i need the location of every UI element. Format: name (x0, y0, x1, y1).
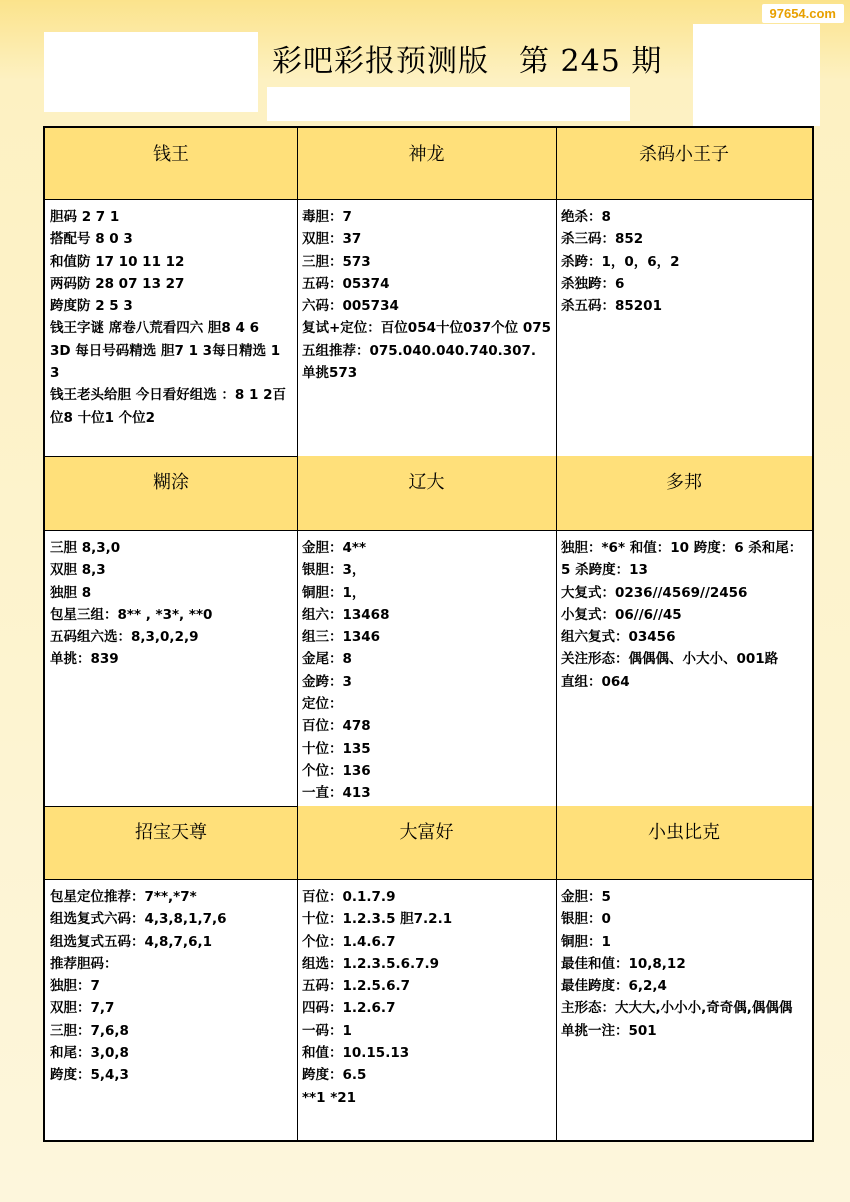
section-line: 胆码 2 7 1 (50, 209, 120, 225)
section-line: 搭配号 8 0 3 (50, 231, 133, 248)
section-line: 个位：1.4.6.7 (302, 933, 396, 950)
section-line: 个位：136 (302, 762, 371, 779)
section-line: 金尾：8 (302, 651, 352, 668)
section-line: **1 *21 (302, 1089, 357, 1106)
section-line: 单挑一注：501 (561, 1022, 657, 1039)
section-line: 单挑573 (302, 365, 358, 382)
section-header-zhaobao-tianzun: 招宝天尊 (45, 806, 297, 880)
section-line: 组三：1346 (302, 629, 381, 646)
section-line: 推荐胆码： (50, 955, 118, 972)
section-body-shama-xiaowangzi (556, 200, 812, 456)
section-line: 百位：478 (302, 718, 371, 735)
blank-box-right (693, 24, 820, 126)
section-line: 主形态：大大大,小小小,奇奇偶,偶偶偶 (561, 1000, 793, 1017)
section-line: 跨度：6.5 (302, 1067, 367, 1084)
section-body-xiaochong-bike (556, 880, 812, 1140)
section-line: 一直：413 (302, 785, 371, 802)
page-title (272, 36, 672, 80)
section-header-shenlong: 神龙 (297, 128, 556, 200)
section-header-hutu: 糊涂 (45, 456, 297, 531)
section-line: 杀跨：1，0，6，2 (561, 253, 680, 270)
section-line: 十位：1.2.3.5 胆7.2.1 (302, 911, 453, 928)
section-line: 四码：1.2.6.7 (302, 1000, 396, 1017)
section-line: 杀三码：852 (561, 231, 644, 248)
section-header-liaoda: 辽大 (297, 456, 556, 531)
issue-prefix: 第 (519, 44, 550, 79)
section-line: 组选：1.2.3.5.6.7.9 (302, 955, 440, 972)
section-line: 金胆：5 (561, 889, 611, 905)
section-line: 独胆：*6* 和值：10 跨度：6 杀和尾：5 杀跨度：13 (561, 540, 803, 579)
section-line: 铜胆：1 (561, 933, 611, 950)
section-line: 跨度：5,4,3 (50, 1067, 129, 1084)
section-line: 包星三组：8** , *3*, **0 (50, 606, 213, 623)
section-header-dafuhao: 大富好 (297, 806, 556, 880)
section-line: 五组推荐：075.040.040.740.307. (302, 342, 537, 359)
section-line: 三胆：573 (302, 253, 371, 270)
section-line: 和值：10.15.13 (302, 1045, 410, 1062)
section-line: 双胆：37 (302, 231, 362, 248)
prediction-grid (43, 126, 814, 1142)
section-line: 最佳跨度：6,2,4 (561, 978, 667, 995)
section-line: 最佳和值：10,8,12 (561, 955, 686, 972)
section-line: 独胆：7 (50, 978, 100, 995)
title-name: 彩吧彩报预测版 (272, 44, 489, 79)
section-line: 五码：05374 (302, 275, 390, 292)
section-line: 两码防 28 07 13 27 (50, 275, 185, 292)
column-divider (556, 128, 557, 1140)
section-line: 五码：1.2.5.6.7 (302, 978, 410, 995)
section-line: 双胆：7,7 (50, 1000, 115, 1017)
section-body-hutu (45, 531, 297, 806)
section-body-duobang (556, 531, 812, 806)
section-line: 直组：064 (561, 673, 630, 690)
section-line: 金胆：4** (302, 540, 367, 556)
section-line: 钱王字谜 席卷八荒看四六 胆8 4 6 (50, 320, 259, 337)
column-divider (297, 128, 298, 1140)
section-line: 铜胆：1， (302, 584, 366, 601)
section-line: 独胆 8 (50, 584, 92, 601)
section-body-shenlong (297, 200, 556, 456)
section-line: 和值防 17 10 11 12 (50, 253, 185, 270)
section-line: 杀独跨：6 (561, 275, 625, 292)
section-header-shama-xiaowangzi: 杀码小王子 (556, 128, 812, 200)
section-line: 五码组六选：8,3,0,2,9 (50, 629, 199, 646)
section-line: 和尾：3,0,8 (50, 1045, 129, 1062)
section-line: 双胆 8,3 (50, 562, 106, 579)
issue-number: 245 (560, 44, 621, 79)
section-line: 三胆：7,6,8 (50, 1022, 129, 1039)
section-line: 金跨：3 (302, 673, 352, 690)
issue-suffix: 期 (631, 44, 663, 79)
site-watermark: 97654.com (762, 4, 845, 23)
section-line: 复试+定位：百位054十位037个位 075 (302, 320, 552, 337)
blank-box-subtitle (267, 87, 630, 121)
section-line: 组选复式六码：4,3,8,1,7,6 (50, 911, 227, 928)
section-line: 3D 每日号码精选 胆7 1 3每日精选 1 3 (50, 342, 281, 382)
section-line: 定位： (302, 696, 343, 713)
section-line: 银胆：0 (561, 911, 611, 928)
section-body-zhaobao-tianzun (45, 880, 297, 1140)
section-line: 六码：005734 (302, 298, 399, 315)
section-line: 银胆：3， (302, 562, 366, 579)
section-line: 百位：0.1.7.9 (302, 889, 396, 905)
section-line: 大复式：0236//4569//2456 (561, 584, 748, 601)
section-header-duobang: 多邦 (556, 456, 812, 531)
section-line: 钱王老头给胆 今日看好组选 ：8 1 2百位8 十位1 个位2 (50, 387, 286, 426)
section-body-liaoda (297, 531, 556, 806)
section-header-xiaochong-bike: 小虫比克 (556, 806, 812, 880)
section-body-qianwang (45, 200, 297, 456)
section-line: 单挑：839 (50, 651, 119, 668)
section-line: 十位：135 (302, 740, 371, 757)
section-line: 组六：13468 (302, 606, 390, 623)
section-line: 组选复式五码：4,8,7,6,1 (50, 933, 212, 950)
section-line: 小复式：06//6//45 (561, 606, 682, 623)
section-body-dafuhao (297, 880, 556, 1140)
section-line: 一码：1 (302, 1022, 352, 1039)
section-line: 跨度防 2 5 3 (50, 298, 133, 315)
section-line: 关注形态：偶偶偶、小大小、001路 (561, 651, 779, 668)
section-line: 杀五码：85201 (561, 298, 662, 315)
blank-box-left (44, 32, 258, 112)
section-line: 包星定位推荐：7**,*7* (50, 889, 197, 905)
section-header-qianwang: 钱王 (45, 128, 297, 200)
section-line: 绝杀：8 (561, 209, 611, 225)
section-line: 毒胆：7 (302, 209, 352, 225)
section-line: 三胆 8,3,0 (50, 540, 121, 556)
section-line: 组六复式：03456 (561, 629, 676, 646)
